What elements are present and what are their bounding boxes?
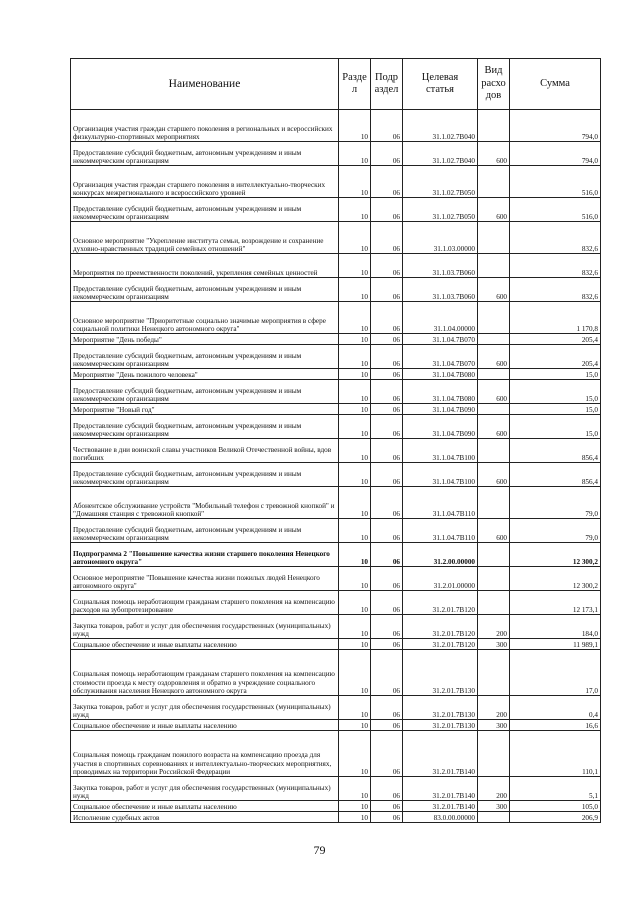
cell-name: Предоставление субсидий бюджетным, автономным учреждениям и иным некоммерческим организациям [71,198,339,222]
table-row [71,639,601,650]
header-target [403,59,478,110]
cell-name: Организация участия граждан старшего поколения в региональных и всероссийских физкультурно-спортивных мероприятиях [71,110,339,142]
table-row [71,404,601,415]
cell-name: Социальное обеспечение и иные выплаты населению [71,801,339,812]
cell-name: Основное мероприятие "Укрепление института семьи, возрождение и сохранение духовно-нравственных традиций семейных отношений" [71,222,339,254]
table-row [71,278,601,302]
cell-section: 10 [339,567,371,591]
cell-section: 10 [339,543,371,567]
cell-subsection: 06 [371,731,403,777]
cell-target: 31.2.01.7В130 [403,650,478,696]
cell-target: 31.2.01.7В140 [403,731,478,777]
cell-name: Мероприятия по преемственности поколений, укрепления семейных ценностей [71,254,339,278]
cell-subsection: 06 [371,198,403,222]
cell-target: 31.1.03.7В060 [403,278,478,302]
cell-name: Предоставление субсидий бюджетным, автономным учреждениям и иным некоммерческим организациям [71,142,339,166]
header-section [339,59,371,110]
cell-amount: 12 300,2 [510,543,601,567]
cell-expense-type [478,439,510,463]
cell-subsection: 06 [371,334,403,345]
table-row [71,696,601,720]
cell-name: Предоставление субсидий бюджетным, автономным учреждениям и иным некоммерческим организациям [71,519,339,543]
cell-section: 10 [339,254,371,278]
table-row [71,380,601,404]
cell-amount: 0,4 [510,696,601,720]
cell-amount: 856,4 [510,439,601,463]
cell-name: Основное мероприятие "Приоритетные социально значимые мероприятия в сфере социальной политики Ненецкого автономного округа" [71,302,339,334]
table-row [71,254,601,278]
cell-name: Исполнение судебных актов [71,812,339,823]
cell-subsection: 06 [371,222,403,254]
cell-expense-type: 300 [478,639,510,650]
table-row [71,487,601,519]
cell-target: 31.1.02.7В040 [403,110,478,142]
cell-amount: 832,6 [510,278,601,302]
cell-target: 31.1.02.7В050 [403,166,478,198]
cell-section: 10 [339,615,371,639]
cell-target: 31.2.01.7В120 [403,639,478,650]
table-row [71,650,601,696]
cell-amount: 110,1 [510,731,601,777]
cell-subsection: 06 [371,369,403,380]
cell-expense-type: 200 [478,777,510,801]
cell-amount: 794,0 [510,110,601,142]
cell-subsection: 06 [371,278,403,302]
cell-expense-type: 600 [478,519,510,543]
cell-target: 31.1.02.7В050 [403,198,478,222]
cell-expense-type [478,222,510,254]
cell-name: Предоставление субсидий бюджетным, автономным учреждениям и иным некоммерческим организациям [71,380,339,404]
cell-target: 31.1.02.7В040 [403,142,478,166]
cell-expense-type: 600 [478,463,510,487]
cell-section: 10 [339,650,371,696]
cell-section: 10 [339,812,371,823]
table-row [71,463,601,487]
cell-subsection: 06 [371,166,403,198]
table-row [71,198,601,222]
cell-expense-type: 600 [478,142,510,166]
cell-section: 10 [339,591,371,615]
cell-section: 10 [339,302,371,334]
cell-expense-type: 600 [478,278,510,302]
cell-name: Абонентское обслуживание устройств "Мобильный телефон с тревожной кнопкой" и "Домашняя станция с тревожной кнопкой" [71,487,339,519]
cell-section: 10 [339,439,371,463]
cell-expense-type: 300 [478,720,510,731]
cell-target: 31.2.01.00000 [403,567,478,591]
cell-target: 31.2.01.7В120 [403,615,478,639]
table-row [71,369,601,380]
cell-amount: 15,0 [510,380,601,404]
cell-section: 10 [339,222,371,254]
table-row [71,567,601,591]
cell-name: Чествование в дни воинской славы участников Великой Отечественной войны, вдов погибших [71,439,339,463]
cell-target: 31.1.04.7В090 [403,404,478,415]
cell-target: 83.0.00.00000 [403,812,478,823]
cell-name: Предоставление субсидий бюджетным, автономным учреждениям и иным некоммерческим организациям [71,415,339,439]
table-row [71,543,601,567]
cell-section: 10 [339,369,371,380]
cell-target: 31.2.01.7В120 [403,591,478,615]
cell-section: 10 [339,639,371,650]
cell-target: 31.1.03.7В060 [403,254,478,278]
cell-target: 31.1.04.7В110 [403,519,478,543]
header-subsection [371,59,403,110]
table-header-row [71,59,601,110]
header-expense-type-text: Вид расхо дов [481,65,506,102]
table-row [71,142,601,166]
cell-subsection: 06 [371,543,403,567]
cell-name: Мероприятие "День победы" [71,334,339,345]
cell-expense-type: 600 [478,345,510,369]
cell-expense-type: 600 [478,380,510,404]
table-row [71,166,601,198]
cell-target: 31.2.01.7В130 [403,720,478,731]
cell-expense-type [478,731,510,777]
cell-target: 31.1.04.7В100 [403,439,478,463]
table-row [71,415,601,439]
cell-amount: 5,1 [510,777,601,801]
cell-target: 31.2.00.00000 [403,543,478,567]
cell-subsection: 06 [371,404,403,415]
table-row [71,345,601,369]
cell-target: 31.1.04.7В080 [403,369,478,380]
cell-name: Закупка товаров, работ и услуг для обеспечения государственных (муниципальных) нужд [71,615,339,639]
cell-amount: 12 173,1 [510,591,601,615]
cell-section: 10 [339,801,371,812]
cell-subsection: 06 [371,615,403,639]
cell-expense-type [478,543,510,567]
cell-section: 10 [339,720,371,731]
table-row [71,777,601,801]
table-row [71,615,601,639]
cell-name: Социальное обеспечение и иные выплаты населению [71,720,339,731]
cell-target: 31.1.03.00000 [403,222,478,254]
table-row [71,591,601,615]
header-target-text: Целевая статья [421,71,459,95]
table-row [71,801,601,812]
cell-name: Мероприятие "День пожилого человека" [71,369,339,380]
cell-name: Закупка товаров, работ и услуг для обеспечения государственных (муниципальных) нужд [71,777,339,801]
cell-expense-type: 200 [478,696,510,720]
cell-subsection: 06 [371,519,403,543]
cell-name: Мероприятие "Новый год" [71,404,339,415]
cell-amount: 15,0 [510,415,601,439]
header-subsection-text: Подр аздел [374,71,399,95]
cell-subsection: 06 [371,650,403,696]
table-row [71,812,601,823]
cell-expense-type [478,254,510,278]
cell-expense-type [478,591,510,615]
table-row [71,731,601,777]
cell-section: 10 [339,415,371,439]
cell-amount: 184,0 [510,615,601,639]
table-body [71,110,601,823]
cell-expense-type [478,650,510,696]
header-section-text: Разде л [342,71,367,95]
cell-amount: 832,6 [510,254,601,278]
cell-subsection: 06 [371,696,403,720]
cell-name: Социальное обеспечение и иные выплаты населению [71,639,339,650]
cell-expense-type [478,404,510,415]
cell-subsection: 06 [371,591,403,615]
header-expense-type [478,59,510,110]
cell-subsection: 06 [371,345,403,369]
cell-subsection: 06 [371,487,403,519]
cell-subsection: 06 [371,777,403,801]
cell-amount: 206,9 [510,812,601,823]
cell-amount: 15,0 [510,369,601,380]
cell-target: 31.1.04.7В070 [403,334,478,345]
cell-expense-type: 600 [478,415,510,439]
cell-target: 31.1.04.7В080 [403,380,478,404]
cell-target: 31.2.01.7В130 [403,696,478,720]
cell-subsection: 06 [371,142,403,166]
cell-expense-type [478,812,510,823]
header-name: Наименование [71,59,339,110]
cell-expense-type [478,110,510,142]
cell-section: 10 [339,345,371,369]
table-row [71,110,601,142]
cell-name: Социальная помощь гражданам пожилого возраста на компенсацию проезда для участия в спортивных соревнованиях и интеллектуально-творческих мероприятиях, проводимых на территории Российской Федерации [71,731,339,777]
cell-amount: 1 170,8 [510,302,601,334]
cell-subsection: 06 [371,254,403,278]
cell-amount: 794,0 [510,142,601,166]
cell-section: 10 [339,777,371,801]
cell-expense-type: 200 [478,615,510,639]
cell-amount: 205,4 [510,345,601,369]
cell-amount: 12 300,2 [510,567,601,591]
cell-expense-type [478,166,510,198]
cell-section: 10 [339,696,371,720]
cell-subsection: 06 [371,302,403,334]
table-row [71,334,601,345]
cell-target: 31.1.04.7В090 [403,415,478,439]
table-row [71,222,601,254]
cell-section: 10 [339,278,371,302]
cell-subsection: 06 [371,380,403,404]
cell-section: 10 [339,334,371,345]
cell-expense-type [478,487,510,519]
cell-target: 31.1.04.7В100 [403,463,478,487]
cell-amount: 79,0 [510,519,601,543]
cell-section: 10 [339,463,371,487]
table-row [71,519,601,543]
cell-subsection: 06 [371,110,403,142]
cell-section: 10 [339,731,371,777]
cell-target: 31.1.04.7В070 [403,345,478,369]
cell-target: 31.1.04.00000 [403,302,478,334]
cell-amount: 856,4 [510,463,601,487]
cell-subsection: 06 [371,639,403,650]
page-number: 79 [313,843,326,857]
cell-name: Предоставление субсидий бюджетным, автономным учреждениям и иным некоммерческим организациям [71,278,339,302]
cell-subsection: 06 [371,463,403,487]
cell-amount: 832,6 [510,222,601,254]
cell-amount: 516,0 [510,198,601,222]
table-row [71,720,601,731]
cell-name: Закупка товаров, работ и услуг для обеспечения государственных (муниципальных) нужд [71,696,339,720]
cell-expense-type [478,302,510,334]
cell-amount: 17,0 [510,650,601,696]
cell-section: 10 [339,380,371,404]
budget-table [70,58,601,823]
cell-subsection: 06 [371,801,403,812]
cell-subsection: 06 [371,415,403,439]
cell-section: 10 [339,198,371,222]
cell-name: Предоставление субсидий бюджетным, автономным учреждениям и иным некоммерческим организациям [71,345,339,369]
cell-section: 10 [339,487,371,519]
cell-subsection: 06 [371,720,403,731]
cell-amount: 16,6 [510,720,601,731]
cell-expense-type: 300 [478,801,510,812]
cell-amount: 11 989,1 [510,639,601,650]
cell-amount: 516,0 [510,166,601,198]
cell-amount: 79,0 [510,487,601,519]
cell-target: 31.2.01.7В140 [403,801,478,812]
cell-section: 10 [339,166,371,198]
cell-name: Социальная помощь неработающим гражданам старшего поколения на компенсацию стоимости проезда к месту оздоровления и обратно в учреждение социального обслуживания населения Ненецкого автономного округа [71,650,339,696]
cell-section: 10 [339,404,371,415]
header-amount: Сумма [510,59,601,110]
cell-name: Социальная помощь неработающим гражданам старшего поколения на компенсацию расходов на зубопротезирование [71,591,339,615]
cell-expense-type [478,334,510,345]
cell-name: Предоставление субсидий бюджетным, автономным учреждениям и иным некоммерческим организациям [71,463,339,487]
cell-name: Подпрограмма 2 "Повышение качества жизни старшего поколения Ненецкого автономного округа" [71,543,339,567]
cell-section: 10 [339,519,371,543]
cell-name: Организация участия граждан старшего поколения в интеллектуально-творческих конкурсах межрегионального и всероссийского уровней [71,166,339,198]
cell-section: 10 [339,110,371,142]
cell-subsection: 06 [371,567,403,591]
table-row [71,302,601,334]
cell-amount: 15,0 [510,404,601,415]
cell-expense-type [478,369,510,380]
cell-expense-type: 600 [478,198,510,222]
cell-name: Основное мероприятие "Повышение качества жизни пожилых людей Ненецкого автономного округа" [71,567,339,591]
cell-amount: 105,0 [510,801,601,812]
cell-expense-type [478,567,510,591]
cell-subsection: 06 [371,439,403,463]
table-row [71,439,601,463]
cell-section: 10 [339,142,371,166]
cell-target: 31.1.04.7В110 [403,487,478,519]
cell-amount: 205,4 [510,334,601,345]
cell-target: 31.2.01.7В140 [403,777,478,801]
cell-subsection: 06 [371,812,403,823]
